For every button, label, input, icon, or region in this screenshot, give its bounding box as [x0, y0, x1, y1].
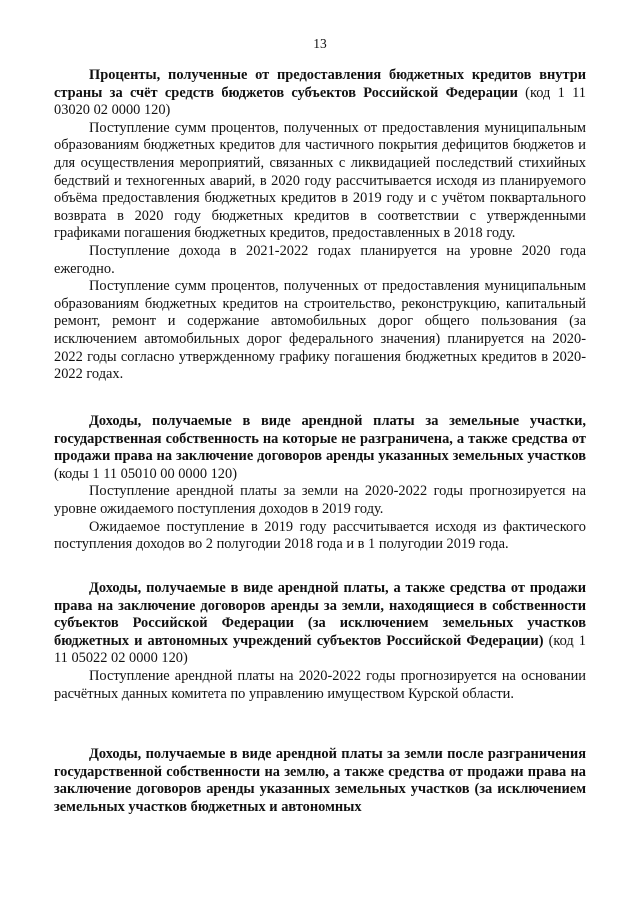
section-land-rent-after-division	[54, 746, 586, 816]
paragraph: Поступление сумм процентов, полученных от предоставления муниципальным образованиям бюджетных кредитов на строительство, реконструкцию, капитальный ремонт, ремонт и содержание автомобильных дорог общего пользования (за исключением автомобильных дорог федерального значения) планируется на 2020-2022 годы согласно утвержденному графику погашения бюджетных кредитов в 2020-2022 годах.	[54, 278, 586, 383]
section-heading	[54, 413, 586, 483]
section-heading	[54, 746, 586, 816]
heading-bold-text: Доходы, получаемые в виде арендной платы за земельные участки, государственная собственность на которые не разграничена, а также средства от продажи права на заключение договоров аренды указанных земельных участков	[54, 413, 586, 465]
paragraph: Ожидаемое поступление в 2019 году рассчитывается исходя из фактического поступления доходов во 2 полугодии 2018 года и в 1 полугодии 2019 года.	[54, 518, 586, 553]
heading-bold-text: Проценты, полученные от предоставления бюджетных кредитов внутри страны за счёт средств бюджетов субъектов Российской Федерации	[54, 67, 586, 101]
section-budget-credit-interest	[54, 67, 586, 384]
heading-bold-text: Доходы, получаемые в виде арендной платы, а также средства от продажи права на заключение договоров аренды за земли, находящиеся в собственности субъектов Российской Федерации (за исключением земельных участков бюджетных и автономных учреждений субъектов Российской Федерации)	[54, 580, 586, 649]
paragraph: Поступление дохода в 2021-2022 годах планируется на уровне 2020 года ежегодно.	[54, 242, 586, 277]
paragraph: Поступление сумм процентов, полученных от предоставления муниципальным образованиям бюджетных кредитов для частичного покрытия дефицитов бюджетов и для осуществления мероприятий, связанных с ликвидацией последствий стихийных бедствий и техногенных аварий, в 2020 году рассчитывается исходя из планируемого объёма предоставления бюджетных кредитов в 2019 году и с учётом поквартального возврата в 2020 году бюджетных кредитов в соответствии с утвержденными графиками погашения бюджетных кредитов, предоставленных в 2018 году.	[54, 119, 586, 242]
heading-code: (коды 1 11 05010 00 0000 120)	[54, 465, 237, 482]
section-land-rent-unrestricted	[54, 413, 586, 554]
section-land-rent-subjects	[54, 580, 586, 703]
heading-code: (код 1 11 05022 02 0000 120)	[54, 632, 586, 667]
heading-code: (код 1 11 03020 02 0000 120)	[54, 84, 586, 119]
paragraph: Поступление арендной платы за земли на 2020-2022 годы прогнозируется на уровне ожидаемого поступления доходов в 2019 году.	[54, 483, 586, 517]
section-heading	[54, 580, 586, 668]
heading-bold-text: Доходы, получаемые в виде арендной платы за земли после разграничения государственной собственности на землю, а также средства от продажи права на заключение договоров аренды указанных земельных участков (за исключением земельных участков бюджетных и автономных	[54, 746, 586, 815]
page-number: 13	[313, 36, 327, 51]
section-heading	[54, 67, 586, 120]
paragraph: Поступление арендной платы на 2020-2022 годы прогнозируется на основании расчётных данных комитета по управлению имуществом Курской области.	[54, 667, 586, 702]
